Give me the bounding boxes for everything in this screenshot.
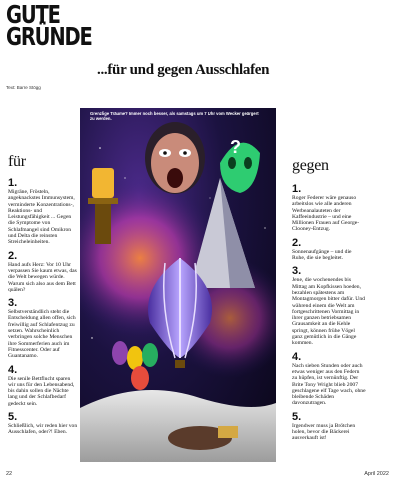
collage-caption: Grenzlige Träume? Immer noch besser, als samstags um 7 Uhr vom Wecker geärgert zu werden.	[90, 111, 259, 121]
pro-item-text: Selbstverständlich steht die Entscheidung allen offen, sich freiwillig auf Schlafentzug zu setzen. Wahrscheinlich verbringen solche Menschen ihre Sommerferien auch im Fitnesscenter. Oder auf Guantanamo.	[8, 309, 76, 360]
contra-item-text: Jene, die wochenendes bis Mittag am Kopfkissen hoeden, bezahlen spätestens am Montagmorgen bitter dafür. Und während einem die Welt am fortgeschrittenen Vormittag in ihrer ganzen betriebsamen Grausamkeit an die Kehle springt, können frühe Vögel ganz gemütlich in die Gänge kommen.	[292, 277, 365, 347]
pro-item-number: 3.	[8, 297, 18, 310]
pro-item	[8, 365, 79, 407]
contra-item	[292, 412, 366, 442]
pro-item-number: 1.	[8, 177, 18, 189]
pro-item-text: Schließlich, wir reden hier von Ausschlafen, oder?! Eben.	[8, 423, 78, 436]
pro-item-number: 5.	[8, 411, 18, 424]
contra-item	[292, 184, 366, 233]
contra-item-number: 1.	[292, 183, 302, 195]
pro-item-text: Migräne, Frösteln, angeknackstes Immunsystem, verminderte Konzentrations-, Reaktions- und Leistungsfähigkeit ... Gegen die Symptome von Schlafmangel sind Omikron und Delta die reinsten Streicheleinheiten.	[8, 189, 75, 246]
pro-item-text: Hand aufs Herz: Vor 10 Uhr verpassen Sie kaum etwas, das die Welt bewegen würde. Warum sich also aus dem Bett quälen?	[8, 261, 77, 293]
contra-item-text: Sonnenaufgänge – und die Ruhe, die sie begleitet.	[292, 248, 352, 262]
contra-item-text: Roger Federer wäre genauso arbeitslos wie alle anderen Werbeanalauteten der Kaffeeindustrie – und eine Millionen Frauen auf George-Clooney-Entzug.	[292, 195, 360, 233]
issue-date: April 2022	[364, 471, 389, 477]
svg-text:?: ?	[230, 137, 241, 157]
author-credit: Text: Barre Stögg	[6, 85, 41, 90]
contra-column	[292, 154, 366, 447]
logo-line-1: GUTE	[6, 0, 60, 29]
contra-item-text: Nach sieben Stunden oder auch etwas weniger aus den Federn zu hüpfen, ist vernünftig. Der Brite Tony Wright blieb 2007 geschlagene elf Tage wach, ohne bleibende Schäden davonzutragen.	[292, 362, 366, 407]
green-alien	[220, 137, 260, 193]
contra-item	[292, 352, 366, 407]
dream-collage-illustration	[80, 108, 276, 462]
pro-item	[8, 412, 79, 436]
logo-line-2: GRÜNDE	[6, 22, 92, 51]
teletubbies-group	[112, 341, 158, 390]
collage-artwork	[80, 108, 276, 462]
pro-item-number: 4.	[8, 363, 18, 376]
article-headline: ...für und gegen Ausschlafen	[97, 62, 270, 78]
screaming-face	[145, 122, 205, 194]
contra-item-number: 5.	[292, 410, 302, 423]
pro-item	[8, 298, 79, 359]
contra-item-number: 4.	[292, 350, 302, 363]
page-number: 22	[6, 471, 13, 477]
pro-item	[8, 178, 79, 246]
contra-item	[292, 266, 366, 346]
magazine-section-logo	[6, 0, 92, 51]
pro-column-title: für	[8, 153, 26, 170]
pro-item	[8, 251, 79, 293]
contra-column-title: gegen	[292, 157, 329, 174]
pro-item-text: Die senile Bettflucht sparen wir uns für den Lebensabend, bis dahin sollen die Nächte lang und der Schlafbedarf gedeckt sein.	[8, 375, 75, 407]
sleeping-person-in-bed	[80, 390, 276, 462]
pro-item-number: 2.	[8, 249, 18, 262]
contra-item-number: 3.	[292, 265, 302, 278]
contra-item-text: Irgendwer muss ja Brötchen holen, bevor die Bäckerei ausverkauft ist!	[292, 422, 356, 442]
contra-item-number: 2.	[292, 236, 302, 249]
contra-item	[292, 238, 366, 262]
pro-column	[8, 154, 79, 441]
